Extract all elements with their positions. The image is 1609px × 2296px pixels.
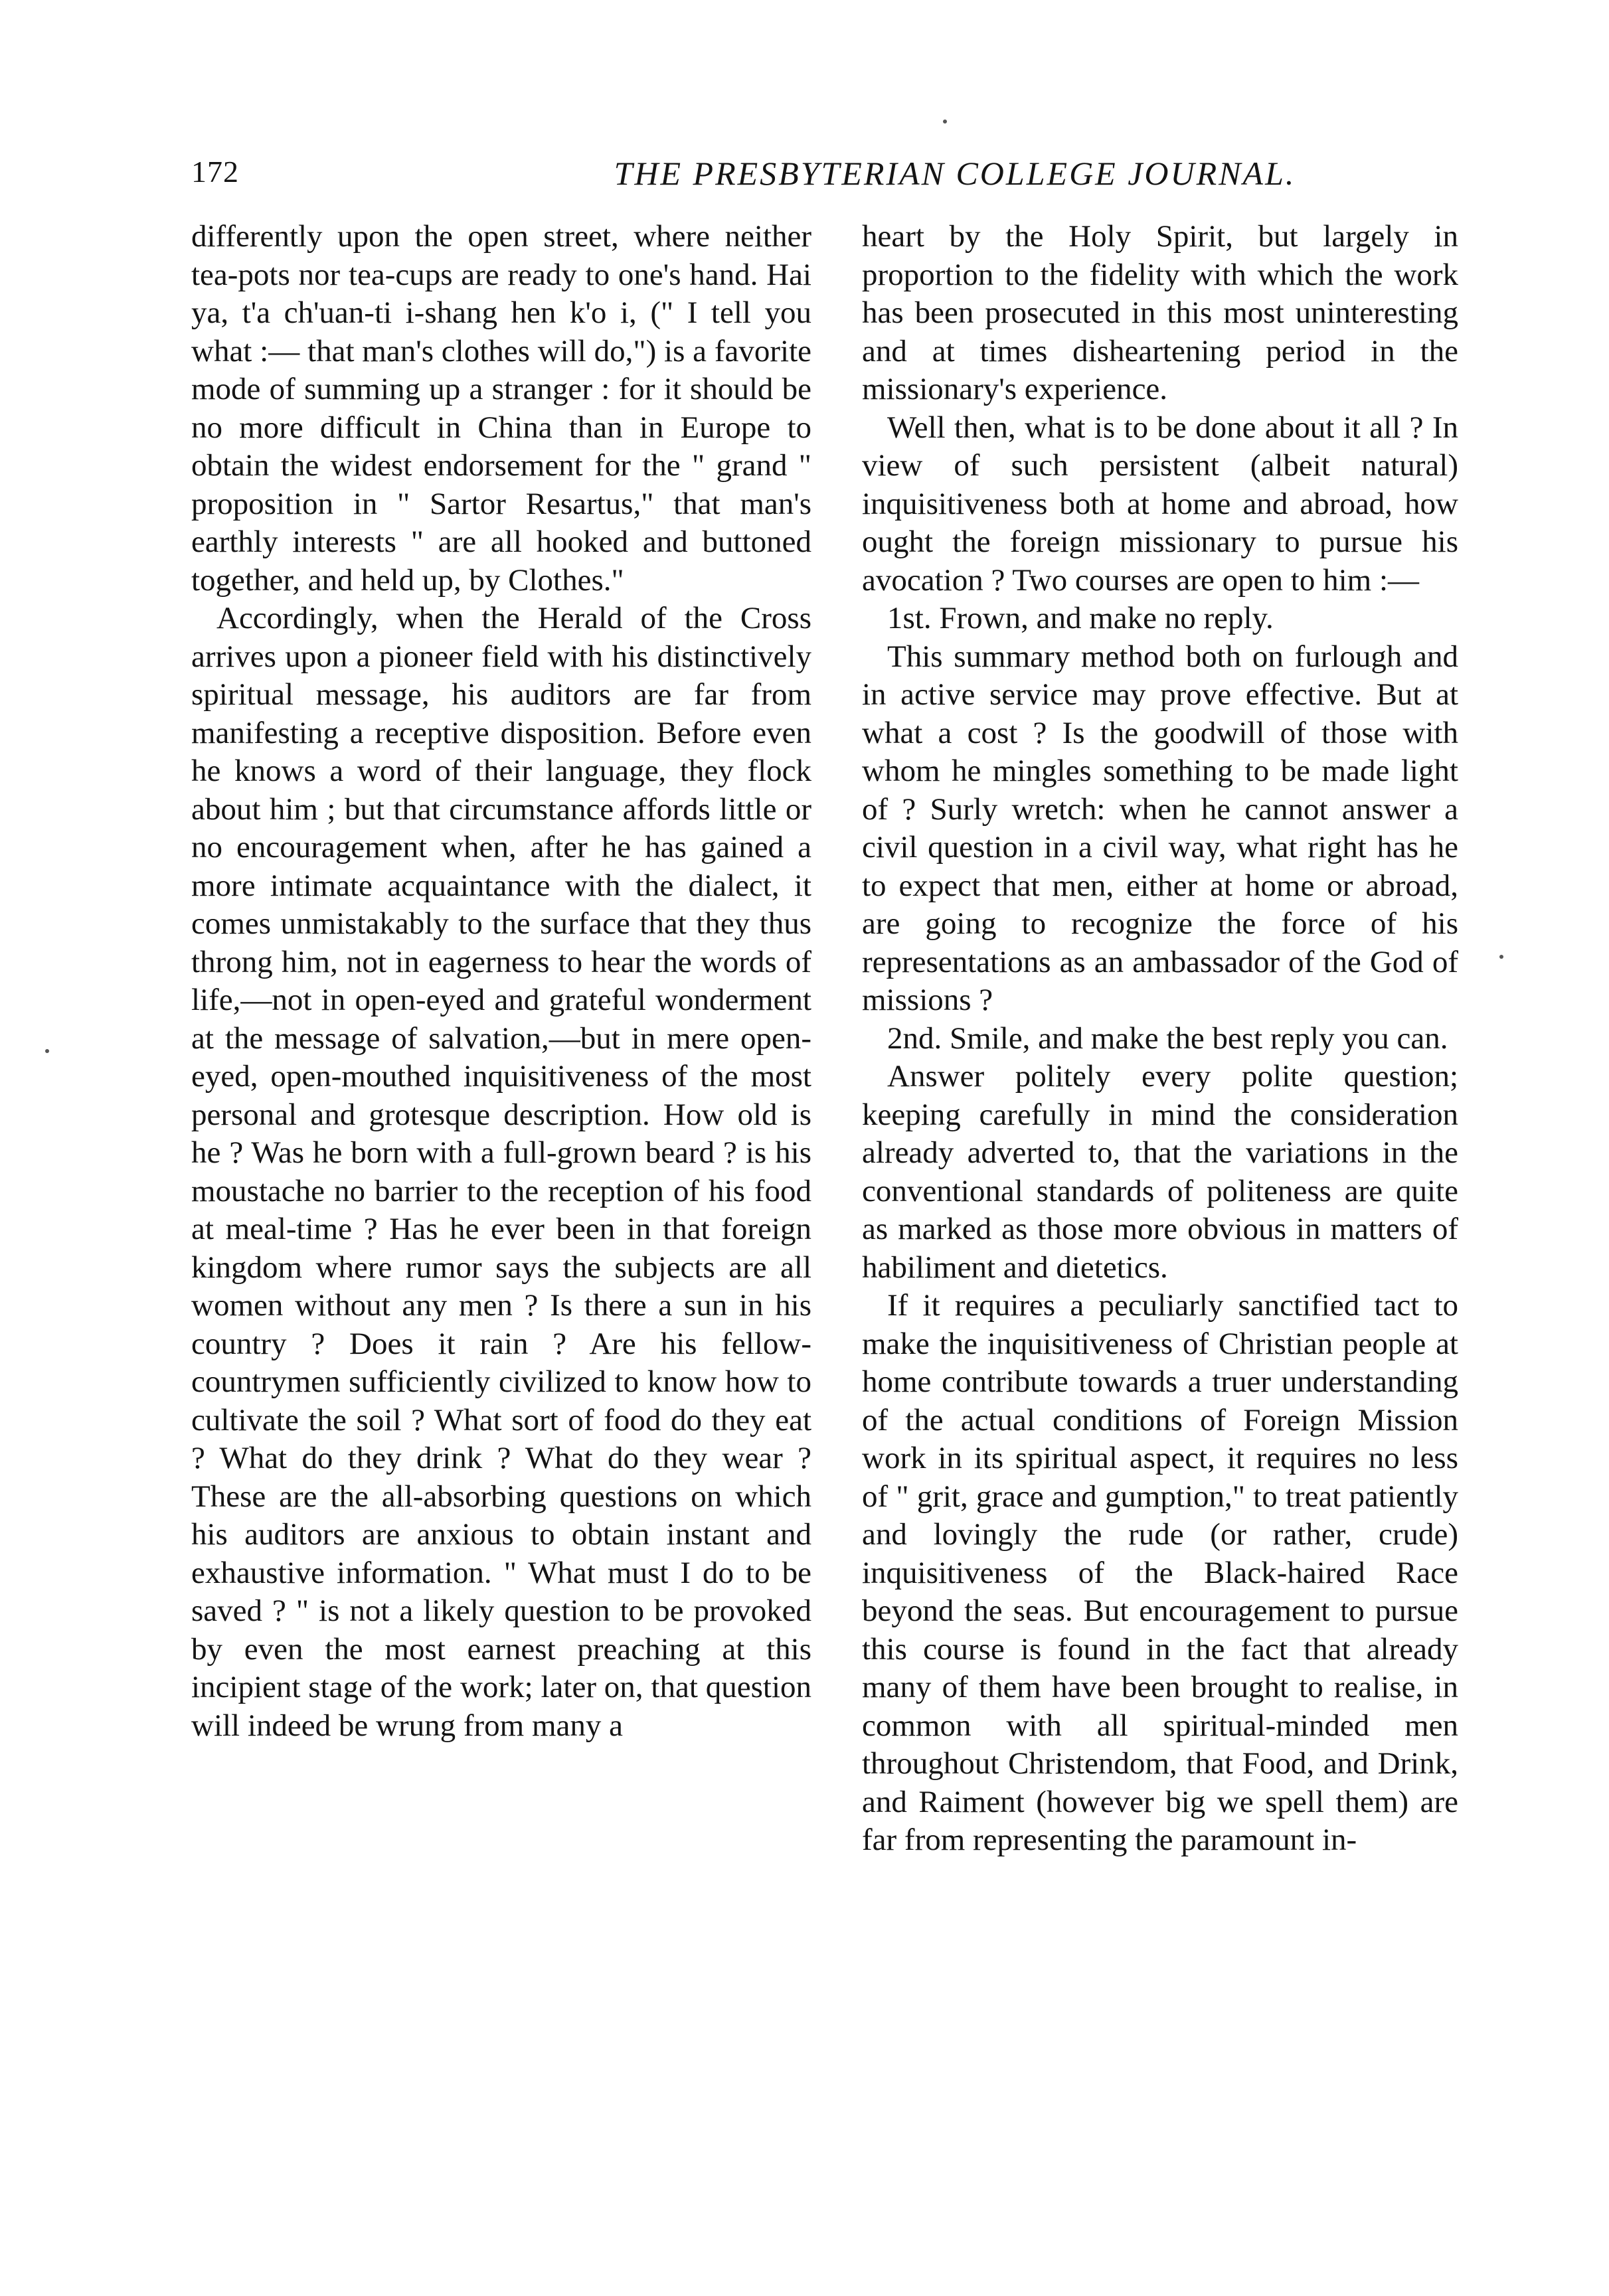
paragraph: Well then, what is to be done about it all ? In view of such persistent (albeit natural) inquisitiveness both at home and abroad, how ought the foreign missionary to pursue his avocation ? Two courses are open to him :— (862, 410, 1458, 598)
page-header (191, 154, 1453, 201)
print-speck (1499, 955, 1503, 959)
page-number: 172 (191, 155, 239, 189)
left-column (191, 218, 811, 1745)
paragraph: Answer politely every polite question; keeping carefully in mind the consideration already adverted to, that the variations in the conventional standards of politeness are quite as marked as those more obvious in matters of habiliment and dietetics. (862, 1059, 1458, 1285)
paragraph: Accordingly, when the Herald of the Cross arrives upon a pioneer field with his distinctively spiritual message, his auditors are far from manifesting a receptive disposition. Before even he knows a word of their language, they flock about him ; but that circumstance affords little or no encouragement when, after he has gained a more intimate acquaintance with the dialect, it comes unmistakably to the surface that they thus throng him, not in eagerness to hear the words of life,—not in open-eyed and grateful wonderment at the message of salvation,—but in mere open-eyed, open-mouthed inquisitiveness of the most personal and grotesque description. How old is he ? Was he born with a full-grown beard ? is his moustache no barrier to the reception of his food at meal-time ? Has he ever been in that foreign kingdom where rumor says the subjects are all women without any men ? Is there a sun in his country ? Does it rain ? Are his fellow-countrymen sufficiently civilized to know how to cultivate the soil ? What sort of food do they eat ? What do they drink ? What do they wear ? These are the all-absorbing questions on which his auditors are anxious to obtain instant and exhaustive information. " What must I do to be saved ? " is not a likely question to be provoked by even the most earnest preaching at this incipient stage of the work; later on, that question will indeed be wrung from many a (191, 601, 811, 1743)
paragraph: 1st. Frown, and make no reply. (887, 601, 1274, 635)
paragraph: heart by the Holy Spirit, but largely in proportion to the fidelity with which the work has been prosecuted in this most uninteresting and at times disheartening period in the missionary's experience. (862, 219, 1458, 406)
paragraph: 2nd. Smile, and make the best reply you can. (887, 1021, 1448, 1056)
print-speck (45, 1049, 49, 1053)
paragraph: This summary method both on furlough and in active service may prove effective. But at what a cost ? Is the goodwill of those with whom he mingles something to be made light of ? Surly wretch: when he cannot answer a civil question in a civil way, what right has he to expect that men, either at home or abroad, are going to recognize the force of his representations as an ambassador of the God of missions ? (862, 639, 1458, 1017)
paragraph: If it requires a peculiarly sanctified tact to make the inquisitiveness of Christian people at home contribute towards a truer understanding of the actual conditions of Foreign Mission work in its spiritual aspect, it requires no less of " grit, grace and gumption," to treat patiently and lovingly the rude (or rather, crude) inquisitiveness of the Black-haired Race beyond the seas. But encouragement to pursue this course is found in the fact that already many of them have been brought to realise, in common with all spiritual-minded men throughout Christendom, that Food, and Drink, and Raiment (however big we spell them) are far from representing the paramount in- (862, 1288, 1458, 1857)
right-column (862, 218, 1458, 1860)
paragraph: differently upon the open street, where neither tea-pots nor tea-cups are ready to one's hand. Hai ya, t'a ch'uan-ti i-shang hen k'o i, (" I tell you what :— that man's clothes will do,") is a favorite mode of summing up a stranger : for it should be no more difficult in China than in Europe to obtain the widest endorsement for the " grand " proposition in " Sartor Resartus," that man's earthly interests " are all hooked and buttoned together, and held up, by Clothes." (191, 219, 811, 598)
running-title: THE PRESBYTERIAN COLLEGE JOURNAL. (614, 155, 1296, 192)
print-speck (943, 120, 947, 123)
